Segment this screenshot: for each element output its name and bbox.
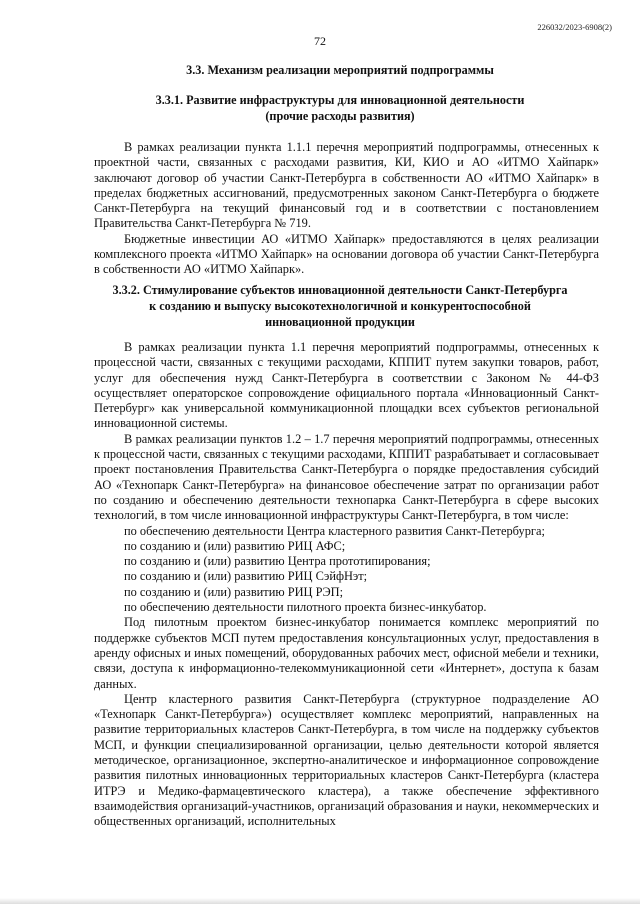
- page-bottom-edge: [0, 898, 640, 904]
- subsection-3-3-2-title-line1: 3.3.2. Стимулирование субъектов инновационной деятельности Санкт-Петербурга: [112, 283, 568, 297]
- section-title: 3.3. Механизм реализации мероприятий подпрограммы: [186, 63, 494, 77]
- subsection-3-3-2-title-line2: к созданию и выпуску высокотехнологичной и конкурентоспособной: [149, 299, 531, 313]
- document-registration-number: 226032/2023-6908(2): [537, 22, 612, 32]
- paragraph: Под пилотным проектом бизнес-инкубатор понимается комплекс мероприятий по поддержке субъектов МСП путем предоставления консультационных услуг, предоставления в аренду офисных и иных помещений, оборудованных рабочих мест, офисной мебели и техники, связи, доступа к информационно-телекоммуникационной сети «Интернет», доступа к базам данных.: [94, 615, 599, 691]
- paragraph: Бюджетные инвестиции АО «ИТМО Хайпарк» предоставляются в целях реализации комплексного проекта «ИТМО Хайпарк» на основании договора об участии Санкт-Петербурга в собственности АО «ИТМО Хайпарк».: [94, 231, 599, 277]
- subsection-3-3-1-title-line2: (прочие расходы развития): [265, 109, 415, 123]
- list-item: по созданию и (или) развитию РИЦ АФС;: [124, 538, 346, 553]
- paragraph: В рамках реализации пункта 1.1 перечня мероприятий подпрограммы, отнесенных к процессной части, связанных с текущими расходами, КППИТ путем закупки товаров, работ, услуг для обеспечения нужд Санкт-Петербурга в соответствии с Законом № 44-ФЗ осуществляет операторское сопровождение официального портала «Инновационный Санкт-Петербург» как универсальной коммуникационной площадки всех субъектов региональной инновационной системы.: [94, 340, 599, 431]
- list-item: по созданию и (или) развитию РИЦ РЭП;: [124, 584, 344, 599]
- list-item: по обеспечению деятельности Центра кластерного развития Санкт-Петербурга;: [124, 523, 545, 538]
- page-number: 72: [314, 34, 326, 48]
- subsection-3-3-2-body: [94, 340, 599, 830]
- subsection-3-3-1-body: [94, 140, 599, 278]
- subsection-3-3-2-title-line3: инновационной продукции: [265, 315, 415, 329]
- paragraph: В рамках реализации пунктов 1.2 – 1.7 перечня мероприятий подпрограммы, отнесенных к процессной части, связанных с текущими расходами, КППИТ разрабатывает и согласовывает проект постановления Правительства Санкт-Петербурга о порядке предоставления субсидий АО «Технопарк Санкт-Петербурга» на финансовое обеспечение затрат по организации работ по созданию и обеспечению деятельности технопарка Санкт-Петербурга в сфере высоких технологий, в том числе инновационной инфраструктуры Санкт-Петербурга, в том числе:: [94, 431, 599, 523]
- paragraph: В рамках реализации пункта 1.1.1 перечня мероприятий подпрограммы, отнесенных к проектной части, связанных с расходами развития, КИ, КИО и АО «ИТМО Хайпарк» заключают договор об участии Санкт-Петербурга в собственности АО «ИТМО Хайпарк» в пределах бюджетных ассигнований, предусмотренных законом Санкт-Петербурга о бюджете Санкт-Петербурга на текущий финансовый год и в соответствии с постановлением Правительства Санкт-Петербурга № 719.: [94, 140, 599, 231]
- paragraph: Центр кластерного развития Санкт-Петербурга (структурное подразделение АО «Технопарк Санкт-Петербурга») осуществляет комплекс мероприятий, направленных на развитие территориальных кластеров Санкт-Петербурга, в том числе на поддержку субъектов МСП, и функции специализированной организации, целью деятельности которой является методическое, организационное, экспертно-аналитическое и информационное сопровождение развития пилотных инновационных территориальных кластеров Санкт-Петербурга (кластера ИТРЭ и Медико-фармацевтического кластера), а также обеспечение эффективного взаимодействия организаций-участников, организаций образования и науки, некоммерческих и общественных организаций, исполнительных: [94, 691, 599, 829]
- list-item: по созданию и (или) развитию Центра прототипирования;: [124, 554, 431, 569]
- list-item: по созданию и (или) развитию РИЦ СэйфНэт;: [124, 569, 368, 584]
- subsection-3-3-1-title-line1: 3.3.1. Развитие инфраструктуры для инновационной деятельности: [155, 93, 525, 107]
- list-item: по обеспечению деятельности пилотного проекта бизнес-инкубатор.: [124, 600, 487, 615]
